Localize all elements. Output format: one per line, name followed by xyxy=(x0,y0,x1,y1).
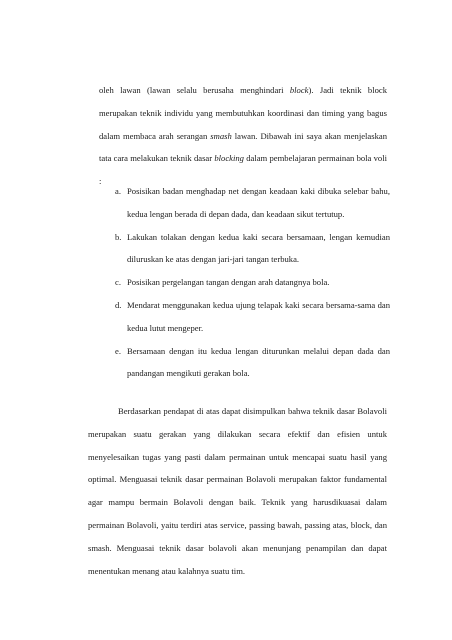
list-item xyxy=(115,340,390,386)
paragraph-intro-text-c: lawan. Dibawah ini saya akan menjelaskan tata cara melakukan teknik dasar xyxy=(99,130,387,164)
paragraph-intro-text-d: dalam pembelajaran permainan bola voli : xyxy=(99,153,387,187)
term-smash: smash xyxy=(210,130,232,141)
list-item-text: Posisikan badan menghadap net dengan keadaan kaki dibuka selebar bahu, kedua lengan berada di depan dada, dan keadaan sikut tertutup. xyxy=(127,186,390,219)
list-marker: a. xyxy=(115,186,121,196)
list-marker: d. xyxy=(115,299,122,310)
list-item-text: Bersamaan dengan itu kedua lengan diturunkan melalui depan dada dan pandangan mengikuti gerakan bola. xyxy=(127,345,390,379)
list-item-text: Lakukan tolakan dengan kedua kaki secara bersamaan, lengan kemudian diluruskan ke atas dengan jari-jari tangan terbuka. xyxy=(127,231,390,265)
list-marker: b. xyxy=(115,231,122,242)
list-marker: e. xyxy=(115,345,121,356)
list-item-text: Mendarat menggunakan kedua ujung telapak kaki secara bersama-sama dan kedua lutut mengeper. xyxy=(127,299,390,333)
list-item xyxy=(115,226,390,272)
term-block: block xyxy=(289,85,309,95)
blocking-steps-list xyxy=(115,180,390,385)
list-item xyxy=(115,271,390,294)
paragraph-conclusion: Berdasarkan pendapat di atas dapat disimpulkan bahwa teknik dasar Bolavoli merupakan suatu gerakan yang dilakukan secara efektif dan efisien untuk menyelesaikan tugas yang pasti dalam permainan untuk mencapai suatu hasil yang optimal. Menguasai teknik dasar permainan Bolavoli merupakan faktor fundamental agar mampu bermain Bolavoli dengan baik. Teknik yang harusdikuasai dalam permainan Bolavoli, yaitu terdiri atas service, passing bawah, passing atas, block, dan smash. Menguasai teknik dasar bolavoli akan menunjang penampilan dan dapat menentukan menang atau kalahnya suatu tim. xyxy=(88,406,387,576)
list-marker: c. xyxy=(115,277,121,288)
term-blocking: blocking xyxy=(214,153,244,164)
paragraph-intro-text-b: ). Jadi teknik block merupakan teknik individu yang membutuhkan koordinasi dan timing yang bagus dalam membaca arah serangan xyxy=(99,85,388,141)
list-item xyxy=(115,180,390,226)
list-item xyxy=(115,294,390,340)
paragraph-intro xyxy=(99,79,387,193)
paragraph-intro-text-a: oleh lawan (lawan selalu berusaha menghindari xyxy=(99,85,290,95)
list-item-text: Posisikan pergelangan tangan dengan arah datangnya bola. xyxy=(127,277,330,288)
